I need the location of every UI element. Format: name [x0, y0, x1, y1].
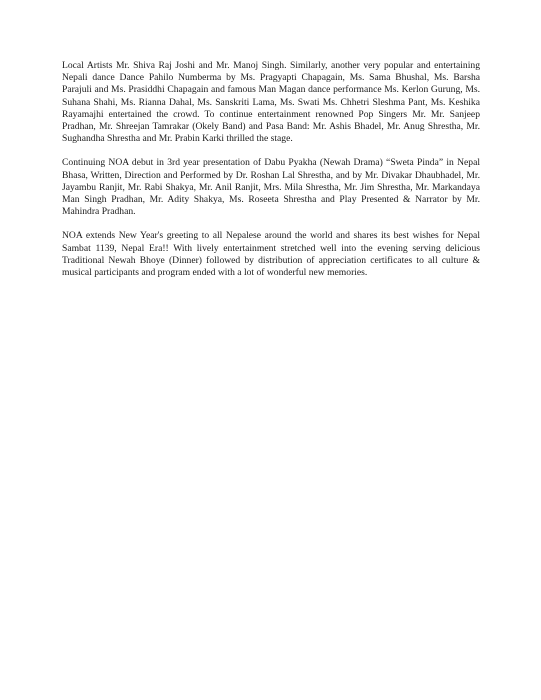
paragraph-performers: Local Artists Mr. Shiva Raj Joshi and Mr. Manoj Singh. Similarly, another very popular and entertaining Nepali dance Dance Pahilo Numberma by Ms. Pragyapti Chapagain, Ms. Sama Bhushal, Ms. Barsha Parajuli and Ms. Prasiddhi Chapagain and famous Man Magan dance performance Ms. Kerlon Gurung, Ms. Suhana Shahi, Ms. Rianna Dahal, Ms. Sanskriti Lama, Ms. Swati Ms. Chhetri Sleshma Pant, Ms. Keshika Rayamajhi entertained the crowd. To continue entertainment renowned Pop Singers Mr. Mr. Sanjeep Pradhan, Mr. Shreejan Tamrakar (Okely Band) and Pasa Band: Mr. Ashis Bhadel, Mr. Anug Shrestha, Mr. Sughandha Shrestha and Mr. Prabin Karki thrilled the stage. — [62, 60, 480, 145]
paragraph-new-year: NOA extends New Year's greeting to all Nepalese around the world and shares its best wishes for Nepal Sambat 1139, Nepal Era!! With lively entertainment stretched well into the evening serving delicious Traditional Newah Bhoye (Dinner) followed by distribution of appreciation certificates to all culture & musical participants and program ended with a lot of wonderful new memories. — [62, 230, 480, 279]
document-body — [62, 60, 480, 291]
paragraph-drama: Continuing NOA debut in 3rd year presentation of Dabu Pyakha (Newah Drama) “Sweta Pinda” in Nepal Bhasa, Written, Direction and Performed by Dr. Roshan Lal Shrestha, and by Mr. Divakar Dhaubhadel, Mr. Jayambu Ranjit, Mr. Rabi Shakya, Mr. Anil Ranjit, Mrs. Mila Shrestha, Mr. Jim Shrestha, Mr. Markandaya Man Singh Pradhan, Mr. Adity Shakya, Ms. Roseeta Shrestha and Play Presented & Narrator by Mr. Mahindra Pradhan. — [62, 157, 480, 218]
